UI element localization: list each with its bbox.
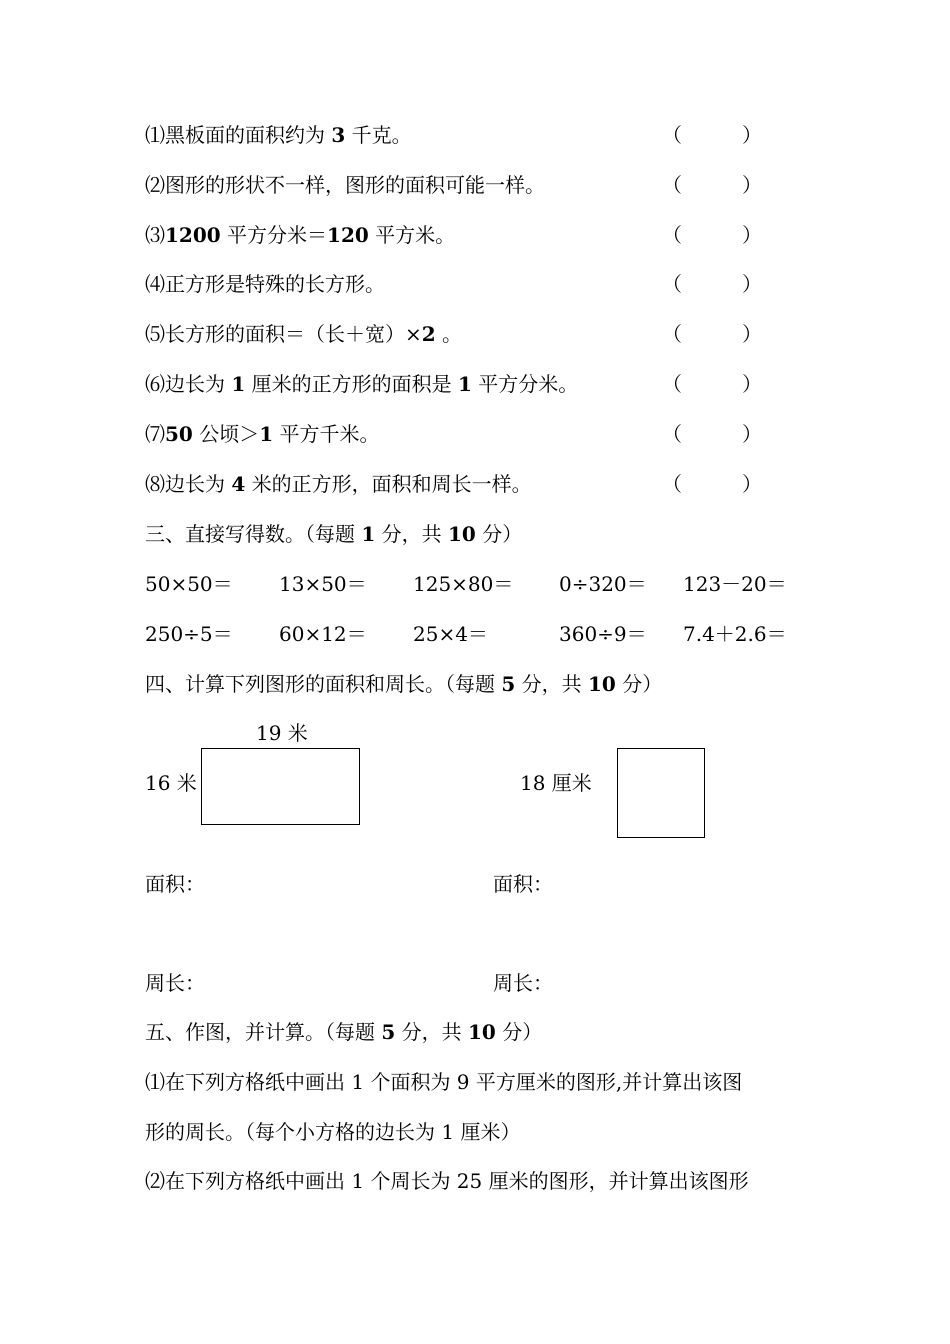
text-segment: 千克。 — [345, 123, 412, 147]
answer-paren-close: ） — [742, 272, 762, 296]
rectangle-length-label: 19 米 — [256, 721, 308, 745]
answer-paren-open: （ — [662, 372, 682, 396]
math-problem: 360÷9＝ — [559, 622, 647, 646]
judgement-item — [145, 271, 385, 297]
answer-paren-open: （ — [662, 322, 682, 346]
text-segment: 米的正方形，面积和周长一样。 — [245, 472, 532, 496]
answer-paren-open: （ — [662, 123, 682, 147]
item-number: ⑹ — [145, 372, 165, 396]
item-number: ⑶ — [145, 223, 165, 247]
answer-paren-close: ） — [742, 173, 762, 197]
answer-paren-open: （ — [662, 422, 682, 446]
judgement-item — [145, 122, 412, 148]
square-figure — [617, 748, 705, 838]
text-segment: 1 — [361, 522, 376, 546]
math-problem: 125×80＝ — [413, 572, 514, 596]
text-segment: 五、作图，并计算。（每题 — [145, 1020, 382, 1044]
item-number: ⑺ — [145, 422, 165, 446]
text-segment: 长方形的面积＝（长＋宽）× — [165, 322, 422, 346]
answer-paren-close: ） — [742, 422, 762, 446]
section-5-heading — [145, 1019, 542, 1045]
math-problem: 7.4＋2.6＝ — [683, 622, 787, 646]
drawing-question-2: ⑵在下列方格纸中画出 1 个周长为 25 厘米的图形，并计算出该图形 — [145, 1169, 749, 1193]
judgement-item — [145, 321, 462, 347]
math-problem: 0÷320＝ — [559, 572, 647, 596]
text-segment: 四、计算下列图形的面积和周长。（每题 — [145, 672, 502, 696]
text-segment: 1200 — [165, 223, 221, 247]
item-number: ⑴ — [145, 123, 165, 147]
judgement-item — [145, 172, 545, 198]
text-segment: 图形的形状不一样，图形的面积可能一样。 — [165, 173, 545, 197]
item-number: ⑸ — [145, 322, 165, 346]
text-segment: 1 — [231, 372, 246, 396]
text-segment: 分） — [475, 522, 523, 546]
math-problem: 60×12＝ — [279, 622, 367, 646]
answer-paren-close: ） — [742, 472, 762, 496]
math-problem: 25×4＝ — [413, 622, 488, 646]
rectangle-figure — [201, 748, 360, 825]
answer-paren-close: ） — [742, 223, 762, 247]
answer-paren-open: （ — [662, 472, 682, 496]
judgement-item — [145, 421, 379, 447]
text-segment: 黑板面的面积约为 — [165, 123, 332, 147]
text-segment: 4 — [231, 472, 246, 496]
answer-paren-open: （ — [662, 173, 682, 197]
text-segment: 平方分米＝ — [220, 223, 328, 247]
text-segment: 分） — [495, 1020, 543, 1044]
item-number: ⑷ — [145, 272, 165, 296]
text-segment: 10 — [448, 522, 476, 546]
square-area-label: 面积： — [493, 872, 553, 896]
text-segment: 平方分米。 — [471, 372, 579, 396]
math-problem: 13×50＝ — [279, 572, 367, 596]
math-problem: 50×50＝ — [145, 572, 233, 596]
text-segment: 三、直接写得数。（每题 — [145, 522, 362, 546]
item-number: ⑻ — [145, 472, 165, 496]
drawing-question-1-continued: 形的周长。（每个小方格的边长为 1 厘米） — [145, 1120, 521, 1144]
answer-paren-close: ） — [742, 322, 762, 346]
text-segment: 分，共 — [515, 672, 588, 696]
square-perimeter-label: 周长： — [493, 971, 553, 995]
section-3-heading — [145, 521, 522, 547]
square-side-label: 18 厘米 — [520, 771, 592, 795]
text-segment: 3 — [331, 123, 346, 147]
text-segment: 1 — [458, 372, 472, 396]
rectangle-width-label: 16 米 — [145, 771, 197, 795]
text-segment: 分，共 — [375, 522, 448, 546]
item-number: ⑵ — [145, 173, 165, 197]
text-segment: 120 — [327, 223, 369, 247]
text-segment: 平方米。 — [368, 223, 456, 247]
judgement-item — [145, 222, 455, 248]
text-segment: 边长为 — [165, 372, 232, 396]
text-segment: 分） — [615, 672, 663, 696]
answer-paren-open: （ — [662, 223, 682, 247]
text-segment: 。 — [435, 322, 463, 346]
answer-paren-close: ） — [742, 123, 762, 147]
judgement-item — [145, 471, 532, 497]
text-segment: 2 — [421, 322, 436, 346]
text-segment: 5 — [501, 672, 516, 696]
rectangle-area-label: 面积： — [145, 872, 205, 896]
text-segment: 正方形是特殊的长方形。 — [165, 272, 385, 296]
text-segment: 10 — [468, 1020, 496, 1044]
drawing-question-1: ⑴在下列方格纸中画出 1 个面积为 9 平方厘米的图形,并计算出该图 — [145, 1070, 743, 1094]
math-problem: 250÷5＝ — [145, 622, 233, 646]
text-segment: 平方千米。 — [273, 422, 380, 446]
math-problem: 123－20＝ — [683, 572, 787, 596]
answer-paren-close: ） — [742, 372, 762, 396]
text-segment: 50 — [165, 422, 193, 446]
text-segment: 1 — [259, 422, 274, 446]
text-segment: 公顷＞ — [192, 422, 260, 446]
section-4-heading — [145, 671, 662, 697]
judgement-item — [145, 371, 578, 397]
text-segment: 分，共 — [395, 1020, 468, 1044]
text-segment: 厘米的正方形的面积是 — [245, 372, 458, 396]
text-segment: 5 — [381, 1020, 396, 1044]
rectangle-perimeter-label: 周长： — [145, 971, 205, 995]
answer-paren-open: （ — [662, 272, 682, 296]
text-segment: 边长为 — [165, 472, 232, 496]
text-segment: 10 — [588, 672, 616, 696]
